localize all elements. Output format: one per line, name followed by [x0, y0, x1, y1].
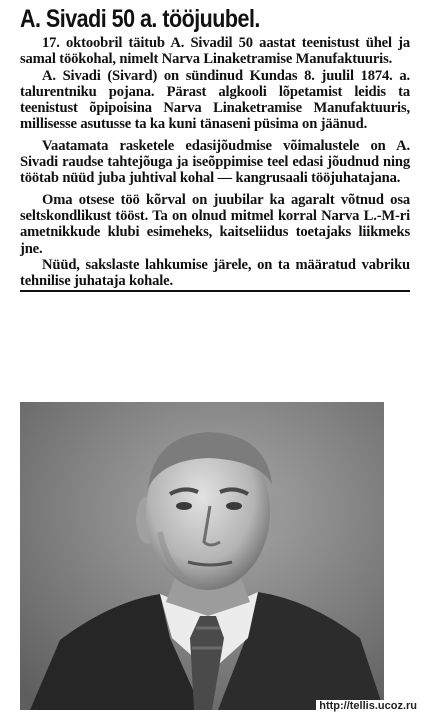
article-paragraph-4: Oma otsese töö kõrval on juubilar ka agaralt võtnud osa seltskondlikust tööst. Ta on olnud mitmel korral Narva L.-M-ri ametnikkude klubi esimeheks, kaitseliidus toetajaks liikmeks jne.	[20, 191, 410, 257]
article-headline: A. Sivadi 50 a. tööjuubel.	[20, 5, 260, 33]
article-paragraph-5: Nüüd, sakslaste lahkumise järele, on ta määratud vabriku tehnilise juhataja kohale.	[20, 257, 410, 293]
article-paragraph-1: 17. oktoobril täitub A. Sivadil 50 aastat teenistust ühel ja samal töökohal, nimelt Narva Linaketramise Manufaktuuris.	[20, 35, 410, 68]
source-url-watermark: http://tellis.ucoz.ru	[316, 700, 420, 712]
newspaper-clipping	[20, 4, 410, 292]
article-paragraph-2: A. Sivadi (Sivard) on sündinud Kundas 8. juulil 1874. a. talurentniku pojana. Pärast algkooli lõpetamist leidis ta teenistust õpipoisina Narva Linaketramise Manufaktuuris, millisesse asutusse ta ka kuni tänaseni püsima on jäänud.	[20, 67, 410, 133]
portrait-photo	[20, 402, 384, 710]
article-paragraph-3: Vaatamata rasketele edasijõudmise võimalustele on A. Sivadi raudse tahtejõuga ja iseõppimise teel edasi jõudnud ning töötab nüüd juba juhtival kohal — kangrusaali tööjuhatajana.	[20, 137, 410, 187]
portrait-photo-drawing	[20, 402, 384, 710]
